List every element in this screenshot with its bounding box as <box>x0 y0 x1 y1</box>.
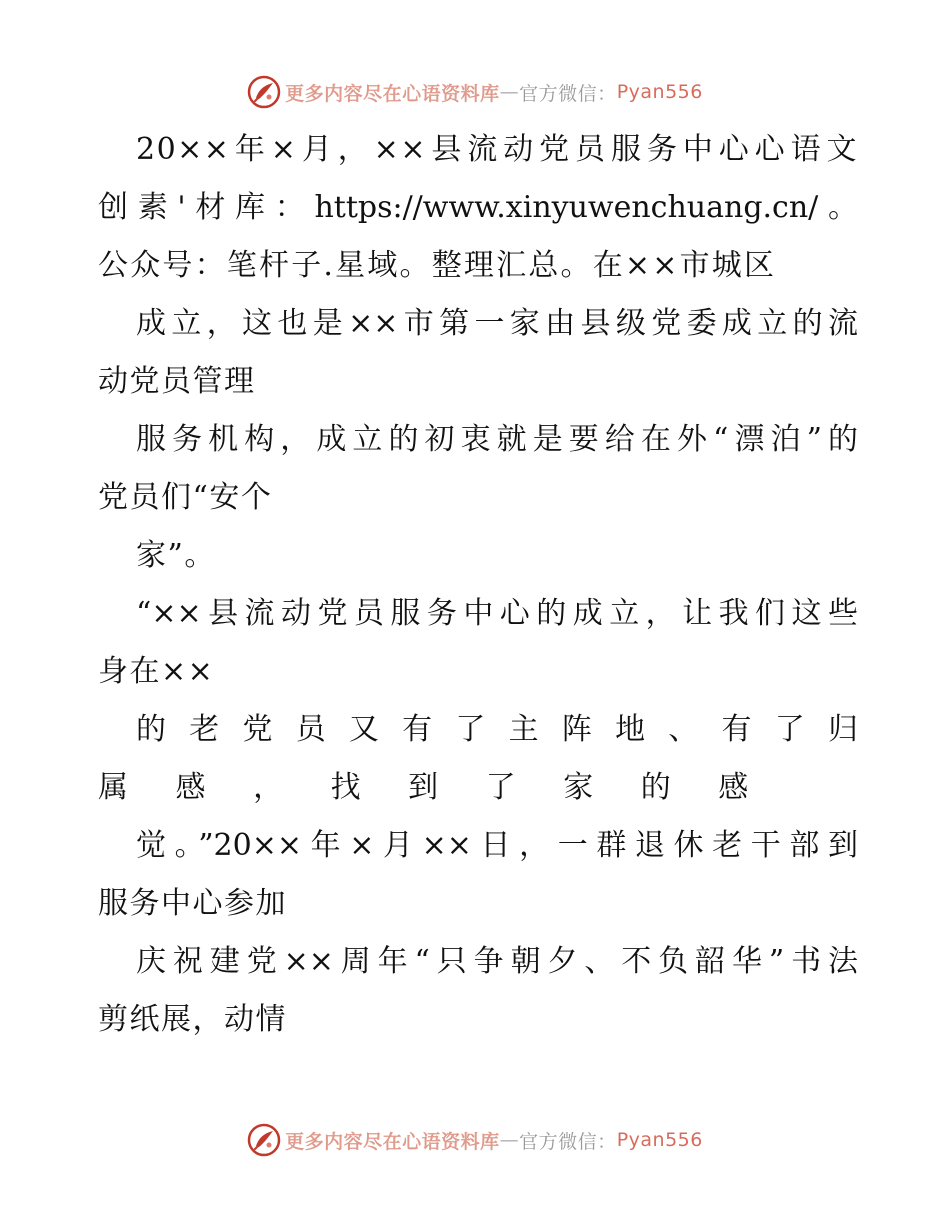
banner-official-label: 官方微信： <box>519 82 617 105</box>
body-line: “××县流动党员服务中心的成立，让我们这些 <box>136 596 858 631</box>
body-line: 身在×× <box>98 654 215 689</box>
banner-dash: — <box>499 1129 520 1151</box>
body-line: 服务中心参加 <box>98 886 287 921</box>
body-line: 党员们“安个 <box>98 480 273 515</box>
body-line: 动党员管理 <box>98 364 256 399</box>
body-line: 公众号：笔杆子.星域。整理汇总。在××市城区 <box>98 248 777 283</box>
header-banner <box>0 72 950 112</box>
body-line: 的 老 党 员 又 有 了 主 阵 地 、 有 了 归 <box>136 712 858 747</box>
body-line: 成立，这也是××市第一家由县级党委成立的流 <box>136 306 858 341</box>
body-line: 20××年×月，××县流动党员服务中心心语文 <box>136 132 858 167</box>
document-body <box>98 121 858 1049</box>
banner-wechat-id: Pyan556 <box>616 1129 703 1151</box>
banner-official-label: 官方微信： <box>519 1130 617 1153</box>
body-line: 觉。”20××年×月××日，一群退休老干部到 <box>136 828 858 863</box>
body-line: 剪纸展，动情 <box>98 1002 287 1037</box>
body-line: 属 感 ， 找 到 了 家 的 感 <box>98 770 768 805</box>
pen-logo-icon <box>247 75 281 109</box>
banner-dash: — <box>499 81 520 103</box>
body-line: 庆祝建党××周年“只争朝夕、不负韶华”书法 <box>136 944 858 979</box>
body-line: 服务机构，成立的初衷就是要给在外“漂泊”的 <box>136 422 858 457</box>
footer-banner <box>0 1120 950 1160</box>
banner-wechat-id: Pyan556 <box>616 81 703 103</box>
pen-logo-icon <box>247 1123 281 1157</box>
banner-main-text: 更多内容尽在心语资料库 <box>285 1130 500 1153</box>
body-line: 创素'材库：https://www.xinyuwenchuang.cn/。 <box>98 190 858 225</box>
body-line: 家”。 <box>136 538 216 573</box>
banner-main-text: 更多内容尽在心语资料库 <box>285 82 500 105</box>
